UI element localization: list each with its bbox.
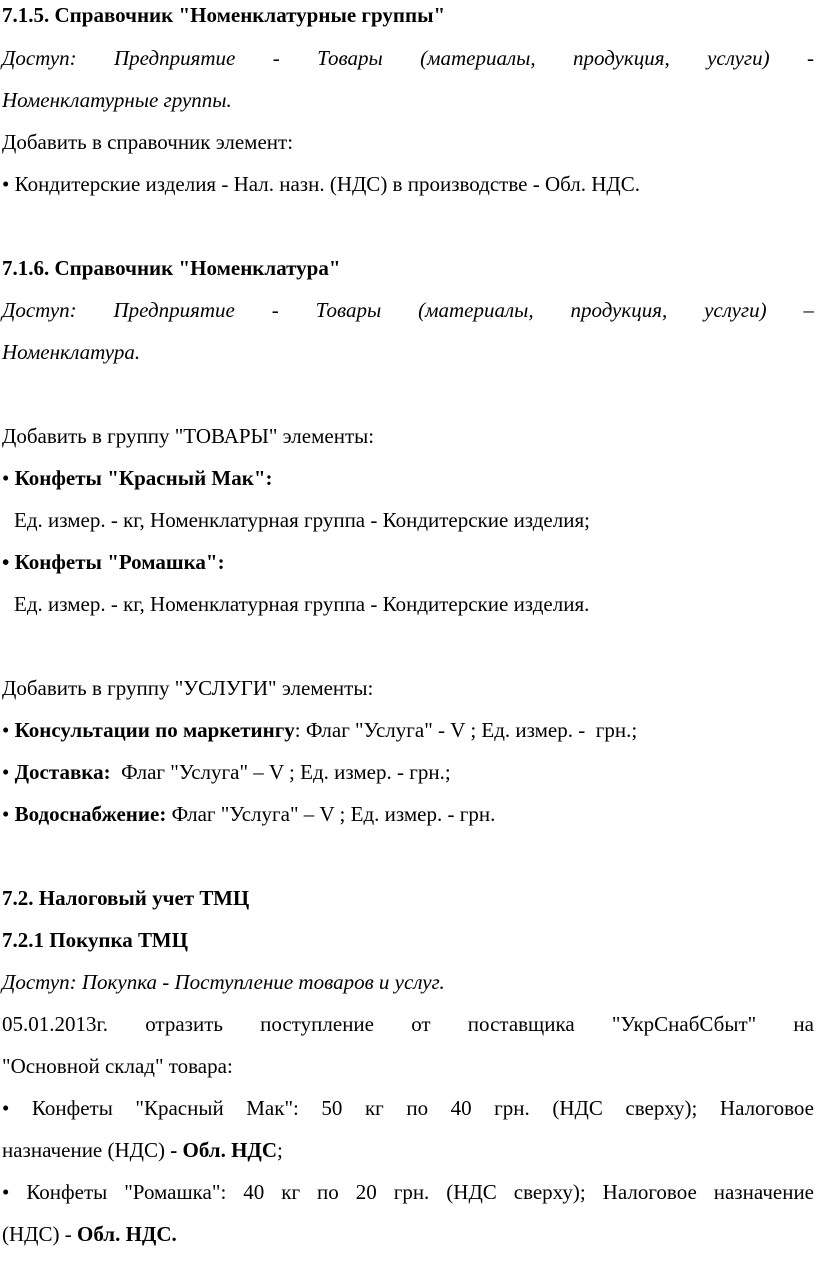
section-7-1-5-heading: 7.1.5. Справочник "Номенклатурные группы" — [2, 3, 446, 27]
service-item-3-name: Водоснабжение: — [14, 802, 167, 826]
section-7-2-1-access: Доступ: Покупка - Поступление товаров и услуг. — [2, 970, 445, 994]
section-7-1-6-access-line-2: Номенклатура. — [2, 340, 141, 364]
section-7-1-6-heading: 7.1.6. Справочник "Номенклатура" — [2, 256, 341, 280]
section-7-1-5-item: • Кондитерские изделия - Нал. назн. (НДС) в производстве - Обл. НДС. — [2, 172, 641, 196]
bullet: • — [2, 718, 15, 742]
purchase-item-2-text: (НДС) - — [2, 1222, 77, 1246]
section-7-1-5-access-line-2: Номенклатурные группы. — [2, 88, 232, 112]
section-7-1-5-access-line-1: Доступ: Предприятие - Товары (материалы, продукция, услуги) - — [2, 46, 814, 70]
purchase-item-1-tax: - Обл. НДС — [170, 1138, 278, 1162]
services-group-label: Добавить в группу "УСЛУГИ" элементы: — [2, 676, 374, 700]
purchase-item-2-tax: Обл. НДС. — [76, 1222, 177, 1246]
bullet: • — [2, 550, 15, 574]
goods-item-2-detail: Ед. измер. - кг, Номенклатурная группа - Кондитерские изделия. — [14, 592, 590, 616]
bullet: • — [2, 802, 15, 826]
goods-item-1 — [2, 465, 814, 491]
service-item-3-rest: Флаг "Услуга" – V ; Ед. измер. - грн. — [166, 802, 496, 826]
service-item-3 — [2, 801, 814, 827]
goods-item-1-detail: Ед. измер. - кг, Номенклатурная группа - Кондитерские изделия; — [14, 508, 590, 532]
service-item-1 — [2, 717, 814, 743]
goods-item-2 — [2, 549, 814, 575]
purchase-item-1-line-1: • Конфеты "Красный Мак": 50 кг по 40 грн. (НДС сверху); Налоговое — [2, 1096, 814, 1120]
service-item-1-name: Консультации по маркетингу — [14, 718, 295, 742]
purchase-intro-line-1: 05.01.2013г. отразить поступление от поставщика "УкрСнабСбыт" на — [2, 1012, 814, 1036]
goods-item-1-name: Конфеты "Красный Мак": — [14, 466, 273, 490]
section-7-1-5-add-label: Добавить в справочник элемент: — [2, 130, 294, 154]
service-item-2-name: Доставка: — [14, 760, 111, 784]
goods-group-label: Добавить в группу "ТОВАРЫ" элементы: — [2, 424, 375, 448]
section-7-2-heading: 7.2. Налоговый учет ТМЦ — [2, 886, 250, 910]
purchase-item-1-end: ; — [277, 1138, 283, 1162]
service-item-2 — [2, 759, 814, 785]
purchase-item-2-line-1: • Конфеты "Ромашка": 40 кг по 20 грн. (НДС сверху); Налоговое назначение — [2, 1180, 814, 1204]
purchase-item-1-line-2 — [2, 1137, 814, 1163]
purchase-item-2-line-2 — [2, 1221, 814, 1247]
bullet: • — [2, 760, 15, 784]
purchase-item-1-text: назначение (НДС) — [2, 1138, 171, 1162]
section-7-1-6-access-line-1: Доступ: Предприятие - Товары (материалы, продукция, услуги) – — [2, 298, 814, 322]
service-item-2-rest: Флаг "Услуга" – V ; Ед. измер. - грн.; — [110, 760, 451, 784]
service-item-1-rest: : Флаг "Услуга" - V ; Ед. измер. - грн.; — [294, 718, 638, 742]
purchase-intro-line-2: "Основной склад" товара: — [2, 1054, 233, 1078]
bullet: • — [2, 466, 15, 490]
section-7-2-1-heading: 7.2.1 Покупка ТМЦ — [2, 928, 188, 952]
goods-item-2-name: Конфеты "Ромашка": — [14, 550, 225, 574]
